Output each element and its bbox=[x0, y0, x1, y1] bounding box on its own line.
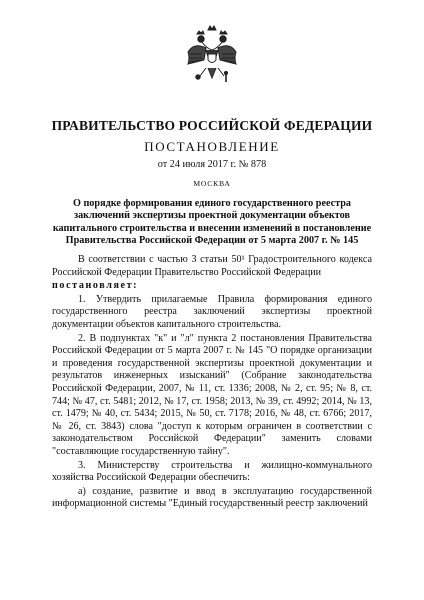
decree-body bbox=[52, 254, 372, 511]
paragraph-1: 1. Утвердить прилагаемые Правила формирования единого государственного реестра заключений экспертизы проектной документации объектов капитального строительства. bbox=[52, 293, 372, 330]
paragraph-3a: а) создание, развитие и ввод в эксплуатацию государственной информационной системы "Единый государственный реестр заключений bbox=[52, 485, 372, 510]
title-line: О порядке формирования единого государственного реестра bbox=[72, 198, 352, 209]
decree-title bbox=[0, 198, 424, 248]
title-line: Правительства Российской Федерации от 5 марта 2007 г. № 145 bbox=[65, 235, 359, 247]
coat-of-arms-icon bbox=[184, 24, 240, 88]
paragraph-3: 3. Министерству строительства и жилищно-коммунального хозяйства Российской Федерации обеспечить: bbox=[52, 459, 372, 484]
decree-date-number: от 24 июля 2017 г. № 878 bbox=[157, 159, 267, 170]
paragraph-2: 2. В подпунктах "к" и "л" пункта 2 постановления Правительства Российской Федерации от 5 марта 2007 г. № 145 "О порядке организации и проведения государственной экспертизы проектной документации и результатов инженерных изысканий" (Собрание законодательства Российской Федерации, 2007, № 11, ст. 1336; 2008, № 2, ст. 95; № 8, ст. 744; № 47, ст. 5481; 2012, № 17, ст. 1958; 2013, № 39, ст. 4992; 2014, № 13, ст. 1479; № 40, ст. 5434; 2015, № 50, ст. 7178; 2016, № 48, ст. 6766; 2017, № 26, ст. 3843) слова "доступ к которым ограничен в соответствии с законодательством Российской Федерации" заменить словами "составляющие государственную тайну". bbox=[52, 332, 372, 457]
title-line: заключений экспертизы проектной документации объектов bbox=[73, 210, 351, 222]
title-line: капитального строительства и внесении изменений в постановление bbox=[52, 222, 372, 234]
city-name: МОСКВА bbox=[193, 179, 231, 188]
intro-paragraph: В соответствии с частью 3 статьи 50¹ Градостроительного кодекса Российской Федерации Правительство Российской Федерации bbox=[52, 254, 372, 278]
government-heading: ПРАВИТЕЛЬСТВО РОССИЙСКОЙ ФЕДЕРАЦИИ bbox=[51, 118, 373, 133]
document-type: ПОСТАНОВЛЕНИЕ bbox=[144, 139, 280, 154]
resolution-word: постановляет: bbox=[52, 280, 139, 292]
